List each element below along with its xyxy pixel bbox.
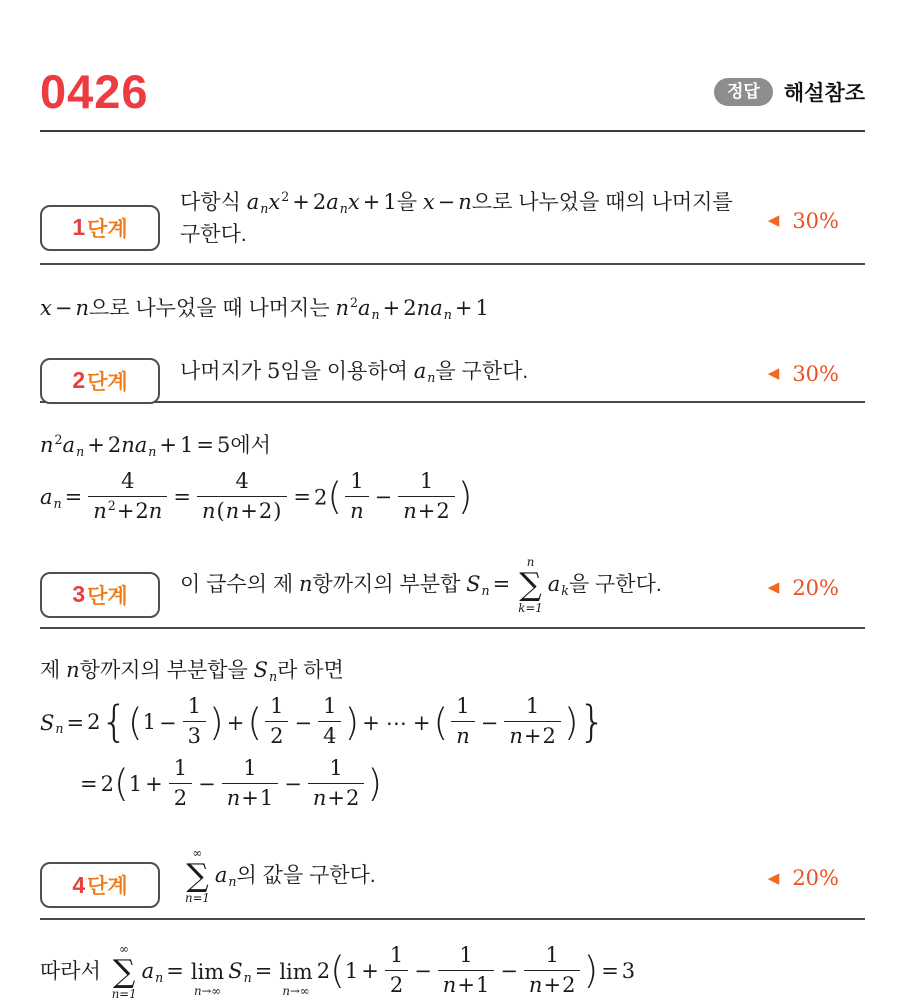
step-2-description: 나머지가 5임을 이용하여 an을 구한다. xyxy=(180,359,529,385)
an-derivation-line: an = $\frac{4}{n^2+2n}$ = $\frac{4}{n(n+2)}$ = 2( $\frac{1}{n}$ − $\frac{1}{n+2}$ ) xyxy=(40,468,473,524)
step-3-label: 단계 xyxy=(87,584,128,608)
triangle-left-icon: ◀ xyxy=(767,365,780,383)
remainder-line: x − n으로 나누었을 때 나머지는 $n^2an + 2nan + 1$ xyxy=(40,294,489,322)
answer-badge: 정답 xyxy=(714,78,773,106)
step-4-description: ∞ ∑ n=1 an의 값을 구한다. xyxy=(185,845,376,906)
step-1-marker xyxy=(768,209,865,233)
step-2-number: 2 xyxy=(72,367,86,394)
step-2-box xyxy=(40,358,160,404)
header-answer-group xyxy=(714,77,865,107)
step-4-number: 4 xyxy=(72,871,86,898)
sn-line-1: Sn = 2{(1 − $\frac{1}{3}$ ) +( $\frac{1}{2}$ − $\frac{1}{4}$ ) + ⋯ +( $\frac{1}{n}$ − $\frac{1}{n+2}$ )} xyxy=(40,694,606,749)
triangle-left-icon: ◀ xyxy=(767,579,780,597)
triangle-left-icon: ◀ xyxy=(767,212,780,230)
final-conclusion-line: 따라서 ∞ ∑ n=1 an = lim n→∞ Sn = lim n→∞ 2(1 + $\frac{1}{2}$ − $\frac{1}{n+1}$ − $\frac{1}{n+2}$ ) = 3 xyxy=(40,941,636,1001)
step-row-1 xyxy=(40,178,865,265)
step-3-marker xyxy=(768,576,865,600)
step-3-box xyxy=(40,572,160,618)
step-row-2 xyxy=(40,347,865,403)
header xyxy=(40,0,865,118)
answer-text: 해설참조 xyxy=(783,81,865,105)
step-row-3 xyxy=(40,548,865,629)
equation-five-line: $n^2an + 2nan + 1 = 5$에서 xyxy=(40,431,271,459)
step-2-percent: 30% xyxy=(792,361,839,386)
step-4-box xyxy=(40,862,160,908)
step-3-description: 이 급수의 제 n항까지의 부분합 Sn = n ∑ k=1 ak을 구한다. xyxy=(180,555,662,615)
step-row-4 xyxy=(40,839,865,920)
problem-number: 0426 xyxy=(40,65,149,118)
step-1-percent: 30% xyxy=(792,208,839,233)
partial-sum-intro-line: 제 n항까지의 부분합을 Sn라 하면 xyxy=(40,658,344,685)
step-2-marker xyxy=(768,362,865,386)
step-1-description: 다항식 anx$^2$ + 2anx + 1을 x − n으로 나누었을 때의 나머지를 구한다. xyxy=(180,188,733,246)
sn-line-2: = 2(1 + $\frac{1}{2}$ − $\frac{1}{n+1}$ − $\frac{1}{n+2}$ ) xyxy=(80,755,383,810)
triangle-left-icon: ◀ xyxy=(767,869,780,887)
step-4-label: 단계 xyxy=(87,875,128,899)
step-1-number: 1 xyxy=(72,214,86,241)
header-divider xyxy=(40,130,865,132)
step-3-percent: 20% xyxy=(792,575,839,600)
step-2-label: 단계 xyxy=(87,370,128,394)
step-1-label: 단계 xyxy=(87,217,128,241)
step-4-percent: 20% xyxy=(792,866,839,891)
step-4-marker xyxy=(768,866,865,890)
step-1-box xyxy=(40,205,160,251)
step-3-number: 3 xyxy=(72,581,86,608)
